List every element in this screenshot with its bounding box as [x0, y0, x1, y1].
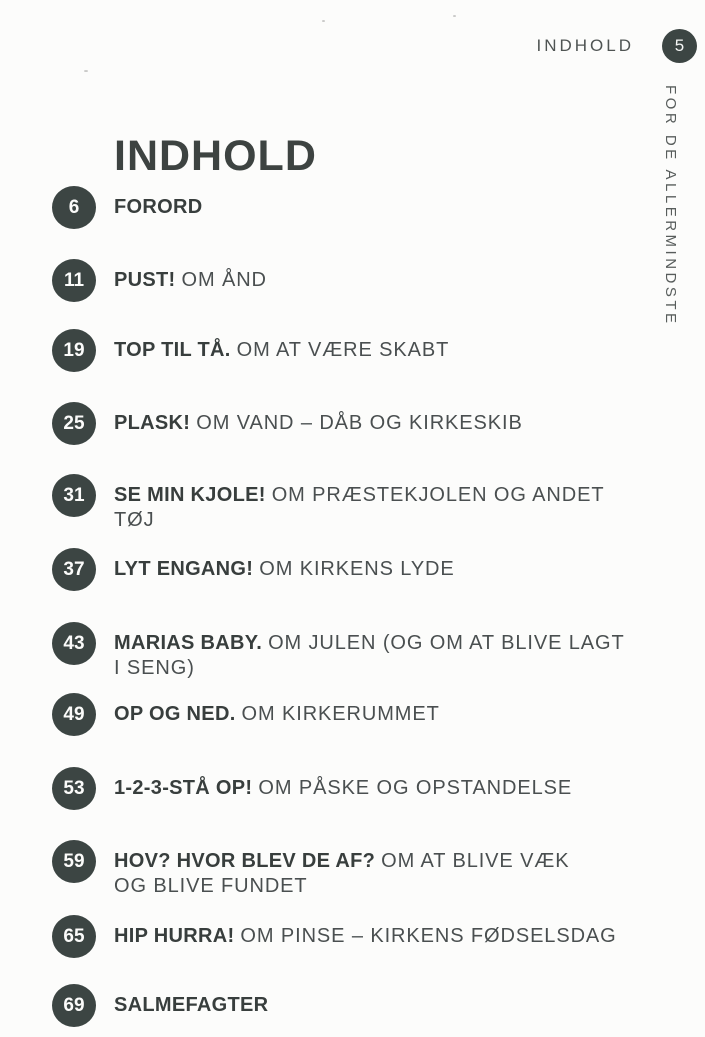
chapter-title: LYT ENGANG!: [114, 558, 254, 580]
entry-text: [114, 622, 649, 681]
chapter-title: FORORD: [114, 196, 203, 218]
entry-page-number: 11: [63, 269, 85, 291]
chapter-subtitle-line2: I SENG): [114, 657, 195, 679]
entry-page-number: 6: [68, 196, 80, 218]
entry-text: [114, 259, 649, 293]
chapter-title: MARIAS BABY.: [114, 632, 263, 654]
toc-entry: [52, 186, 652, 220]
entry-text: [114, 548, 649, 582]
header-page-number: 5: [674, 36, 685, 55]
entry-text: [114, 186, 649, 220]
entry-page-badge: [52, 915, 96, 958]
entry-page-badge: [52, 548, 96, 591]
toc-entry: [52, 259, 652, 293]
chapter-title: PLASK!: [114, 412, 191, 434]
chapter-title: OP OG NED.: [114, 703, 236, 725]
chapter-title: SE MIN KJOLE!: [114, 484, 266, 506]
toc-entry: [52, 622, 652, 681]
entry-page-number: 37: [63, 558, 85, 580]
chapter-subtitle: OM ÅND: [181, 269, 267, 291]
chapter-subtitle: OM AT VÆRE SKABT: [236, 339, 450, 361]
toc-entry: [52, 840, 652, 899]
entry-page-number: 69: [63, 994, 85, 1016]
chapter-subtitle: OM KIRKERUMMET: [241, 703, 440, 725]
toc-entry: [52, 474, 652, 533]
chapter-subtitle: OM PRÆSTEKJOLEN OG ANDET TØJ: [114, 484, 605, 531]
entry-page-badge: [52, 329, 96, 372]
entry-page-number: 25: [63, 412, 85, 434]
entry-page-badge: [52, 186, 96, 229]
side-section-label: FOR DE ALLERMINDSTE: [662, 85, 679, 327]
entry-page-number: 31: [63, 484, 85, 506]
chapter-title: PUST!: [114, 269, 176, 291]
chapter-subtitle: OM AT BLIVE VÆK: [381, 850, 570, 872]
toc-entry: [52, 915, 652, 949]
chapter-title: HOV? HVOR BLEV DE AF?: [114, 850, 376, 872]
chapter-title: SALMEFAGTER: [114, 994, 269, 1016]
chapter-subtitle-line2: OG BLIVE FUNDET: [114, 875, 308, 897]
chapter-subtitle: OM KIRKENS LYDE: [259, 558, 455, 580]
entry-text: [114, 693, 649, 727]
entry-text: [114, 984, 649, 1018]
entry-page-badge: [52, 474, 96, 517]
toc-entry: [52, 693, 652, 727]
entry-text: [114, 840, 649, 899]
entry-page-number: 43: [63, 632, 85, 654]
toc-entry: [52, 402, 652, 436]
entry-page-number: 65: [63, 925, 85, 947]
chapter-subtitle: OM PÅSKE OG OPSTANDELSE: [258, 777, 573, 799]
toc-entry: [52, 548, 652, 582]
toc-entry: [52, 984, 652, 1018]
chapter-subtitle: OM PINSE – KIRKENS FØDSELSDAG: [240, 925, 617, 947]
entry-text: [114, 915, 649, 949]
entry-page-badge: [52, 402, 96, 445]
chapter-title: HIP HURRA!: [114, 925, 235, 947]
chapter-title: TOP TIL TÅ.: [114, 339, 231, 361]
running-header-title: INDHOLD: [536, 36, 634, 55]
entry-page-number: 59: [63, 850, 85, 872]
entry-page-badge: [52, 622, 96, 665]
chapter-subtitle: OM VAND – DÅB OG KIRKESKIB: [196, 412, 523, 434]
chapter-title: 1-2-3-STÅ OP!: [114, 777, 253, 799]
entry-text: [114, 474, 649, 533]
chapter-subtitle: OM JULEN (OG OM AT BLIVE LAGT: [268, 632, 625, 654]
toc-entry: [52, 767, 652, 801]
entry-text: [114, 767, 649, 801]
entry-text: [114, 402, 649, 436]
entry-page-number: 53: [63, 777, 85, 799]
entry-page-badge: [52, 984, 96, 1027]
entry-page-number: 19: [63, 339, 85, 361]
entry-page-badge: [52, 693, 96, 736]
entry-text: [114, 329, 649, 363]
entry-page-number: 49: [63, 703, 85, 725]
toc-entry: [52, 329, 652, 363]
entry-page-badge: [52, 259, 96, 302]
page-title: INDHOLD: [114, 131, 317, 180]
entry-page-badge: [52, 767, 96, 810]
entry-page-badge: [52, 840, 96, 883]
